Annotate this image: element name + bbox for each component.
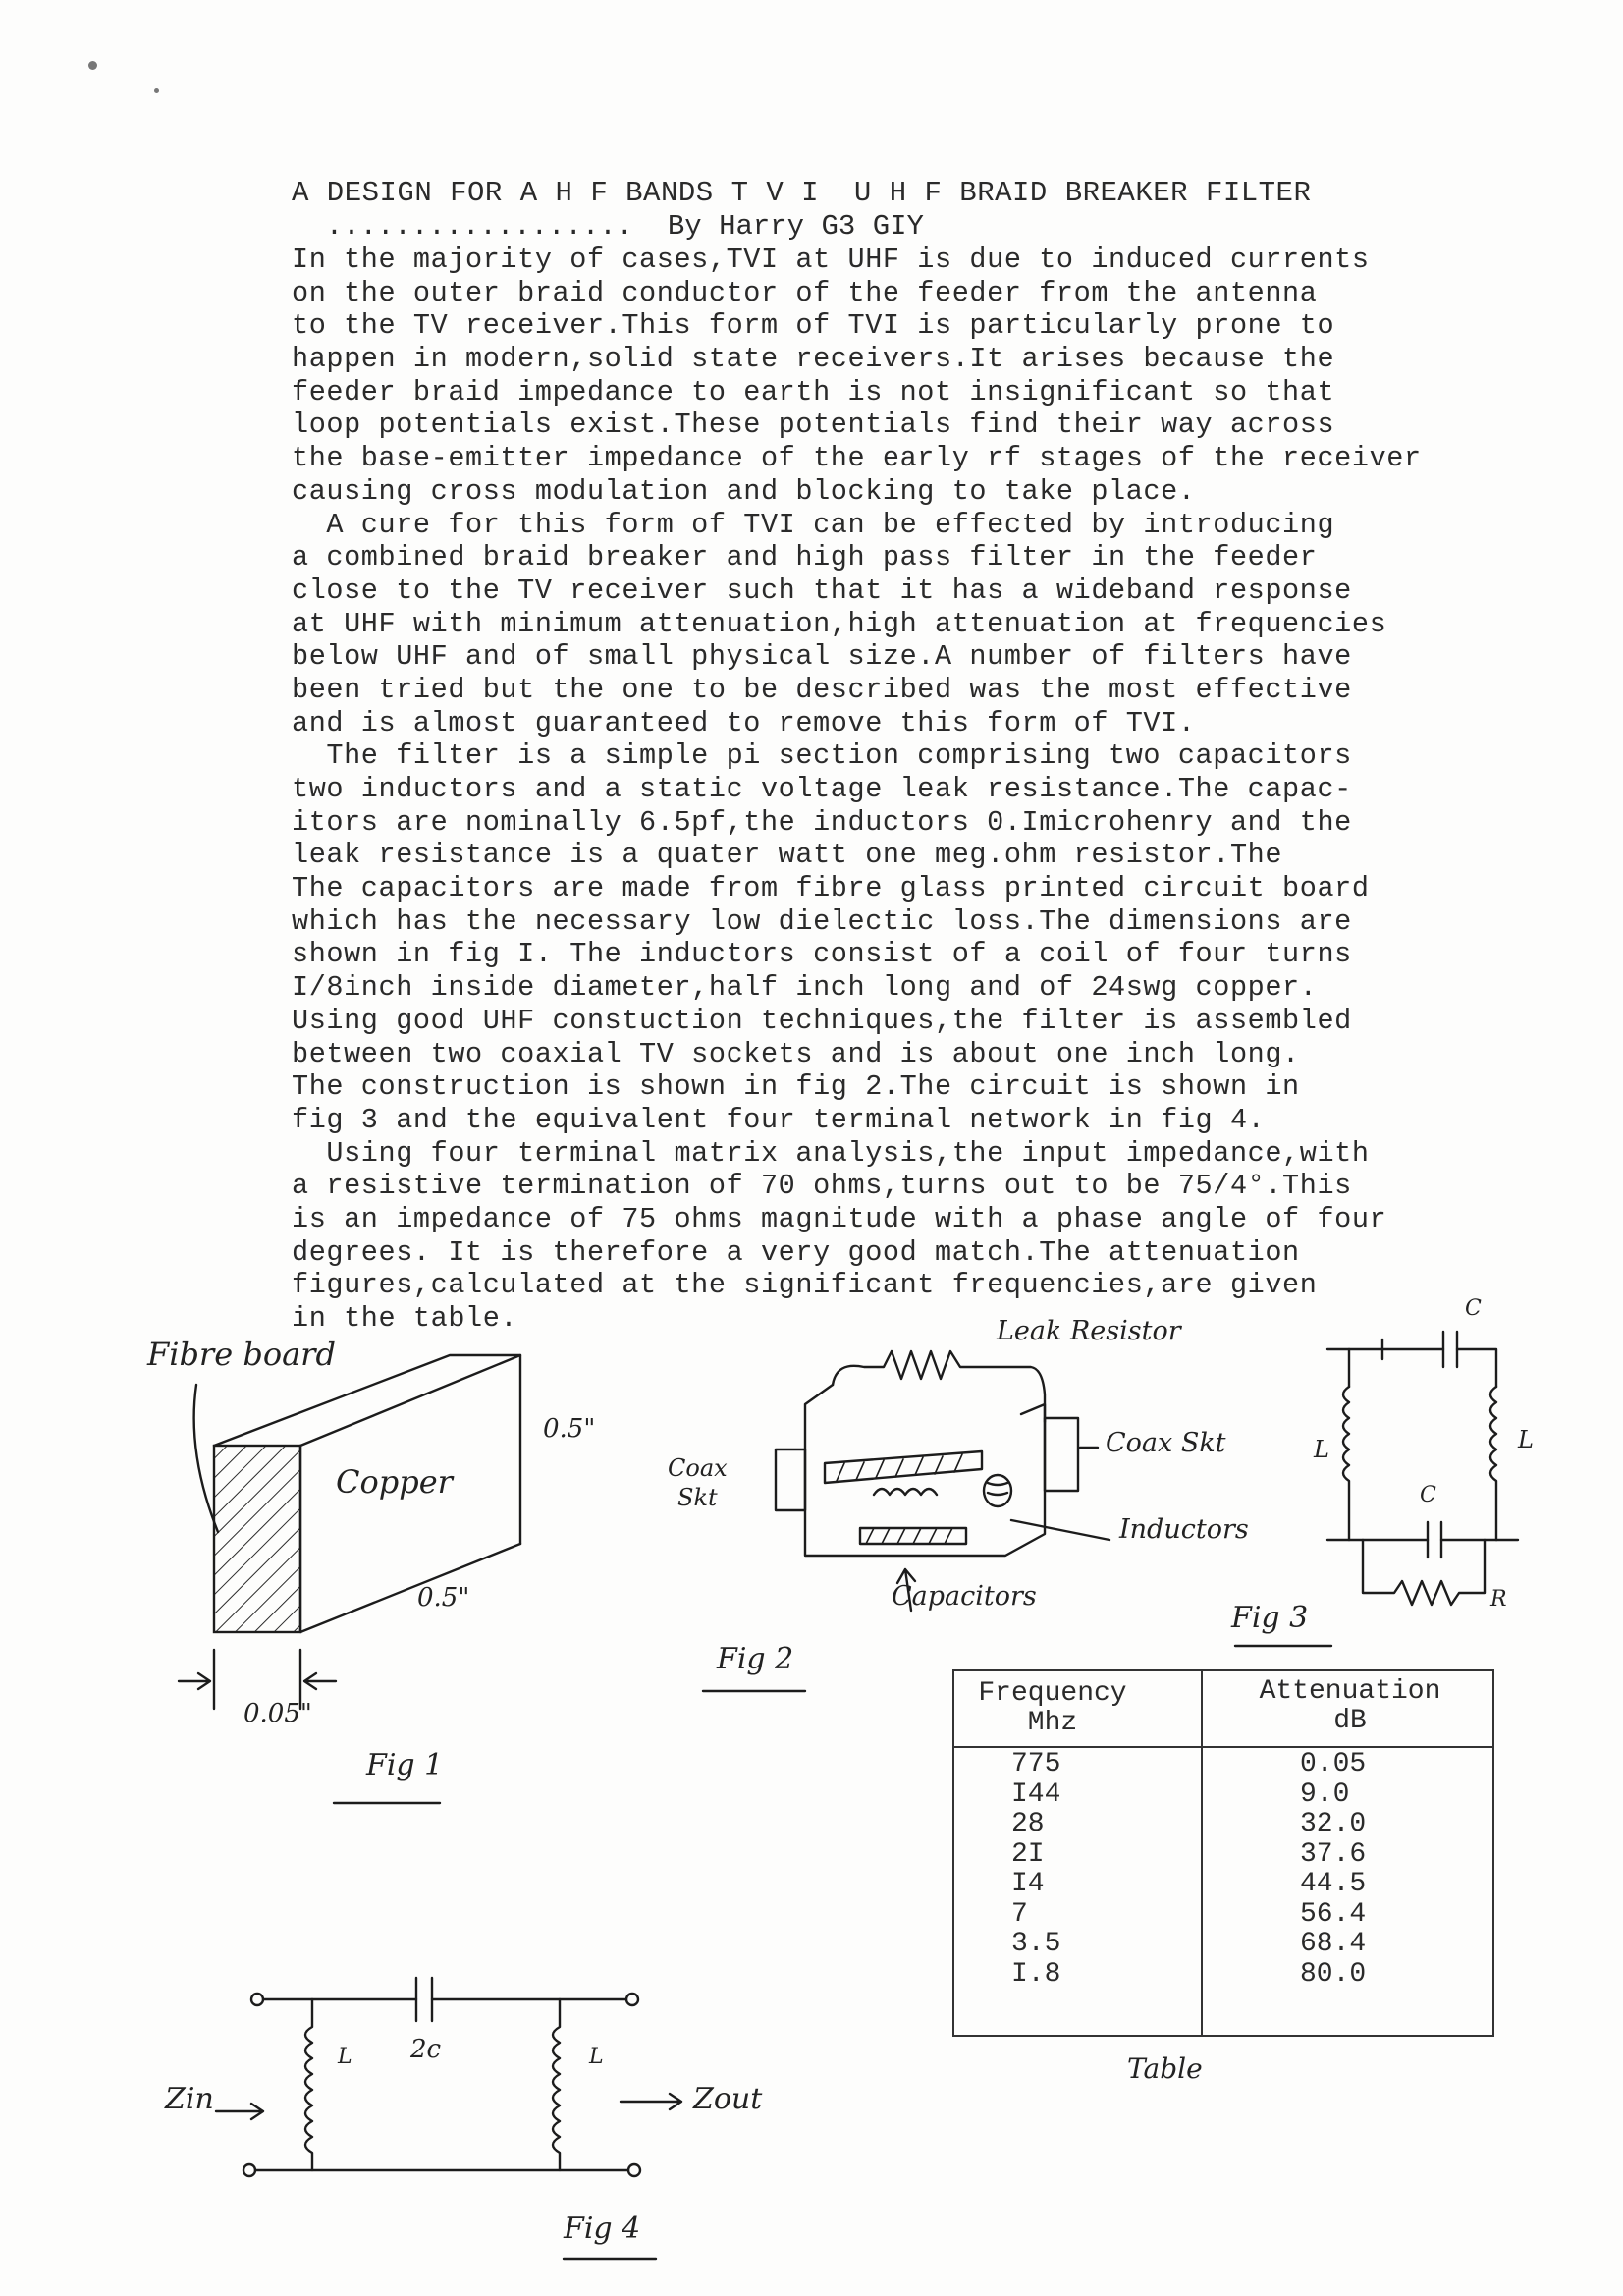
body-line: a combined braid breaker and high pass filter in the feeder	[292, 541, 1318, 574]
fig4-zout-label: Zout	[693, 2082, 763, 2116]
fig3-c-bottom-label: C	[1420, 1483, 1436, 1507]
body-line: between two coaxial TV sockets and is about one inch long.	[292, 1037, 1300, 1070]
body-line: loop potentials exist.These potentials find their way across	[292, 409, 1335, 442]
table-cell-frequency: I44	[1011, 1778, 1061, 1810]
inductor-coil-right-turns	[988, 1483, 1007, 1495]
fig4-zin-arrow	[216, 2104, 263, 2119]
body-line: feeder braid impedance to earth is not insignificant so that	[292, 375, 1335, 409]
thickness-arrow-right	[304, 1673, 336, 1689]
table-cell-frequency: 7	[1011, 1898, 1028, 1930]
table-cell-attenuation: 80.0	[1300, 1958, 1367, 1990]
fig4-cap-label: 2c	[410, 2035, 442, 2064]
fig2-capacitors-label: Capacitors	[892, 1581, 1037, 1612]
table-attenuation-column	[1300, 1750, 1366, 1990]
table-header-divider	[954, 1746, 1492, 1748]
fig3-inductor-left	[1343, 1387, 1349, 1540]
inductor-coil-left	[874, 1489, 937, 1495]
body-line: been tried but the one to be described was the most effective	[292, 673, 1352, 706]
body-line: below UHF and of small physical size.A number of filters have	[292, 640, 1352, 674]
fig1-length-dim: 0.5"	[417, 1583, 470, 1613]
body-line: two inductors and a static voltage leak resistance.The capac-	[292, 773, 1352, 805]
body-line: itors are nominally 6.5pf,the inductors 0.Imicrohenry and the	[292, 805, 1352, 839]
fig3-top-wire	[1349, 1349, 1496, 1387]
body-line: which has the necessary low dielectic loss.The dimensions are	[292, 904, 1352, 938]
fig4-terminal-bottom-right	[628, 2164, 640, 2176]
fig3-l-left-label: L	[1314, 1436, 1329, 1463]
thickness-arrow-left	[179, 1673, 210, 1689]
fig4-zin-label: Zin	[165, 2082, 214, 2116]
body-line: degrees. It is therefore a very good match.The attenuation	[292, 1235, 1300, 1269]
attenuation-table	[952, 1669, 1494, 2037]
internal-board	[825, 1451, 982, 1483]
article-byline: .................. By Harry G3 GIY	[292, 210, 924, 243]
fig3-r-label: R	[1490, 1587, 1507, 1612]
body-line: to the TV receiver.This form of TVI is particularly prone to	[292, 309, 1335, 343]
body-line: shown in fig I. The inductors consist of a coil of four turns	[292, 938, 1352, 971]
table-cell-attenuation: 0.05	[1300, 1749, 1367, 1779]
fig1-copper-label: Copper	[336, 1463, 453, 1501]
body-line: at UHF with minimum attenuation,high attenuation at frequencies	[292, 607, 1387, 640]
scan-speck	[154, 88, 159, 93]
fig1-fibre-board-label: Fibre board	[147, 1336, 336, 1373]
body-line: The filter is a simple pi section comprising two capacitors	[292, 739, 1352, 773]
fig3-caption: Fig 3	[1231, 1601, 1309, 1635]
table-cell-frequency: 775	[1011, 1749, 1061, 1779]
fibre-board-face	[214, 1446, 300, 1632]
fig2-coax-left-label: Coax Skt	[668, 1454, 728, 1511]
body-line: The capacitors are made from fibre glass printed circuit board	[292, 872, 1370, 905]
table-cell-frequency: I4	[1011, 1869, 1045, 1899]
filter-body-outline	[805, 1385, 1045, 1556]
fig4-inductor-left	[305, 1999, 312, 2170]
capacitor-plate	[860, 1528, 966, 1544]
fig2-inductors-label: Inductors	[1119, 1514, 1249, 1545]
body-line: I/8inch inside diameter,half inch long and of 24swg copper.	[292, 971, 1318, 1005]
scan-speck	[88, 61, 97, 70]
inductor-coil-right	[984, 1475, 1011, 1506]
table-cell-attenuation: 56.4	[1300, 1898, 1367, 1930]
internal-board-hatch	[837, 1454, 962, 1481]
table-header-attenuation: Attenuation dB	[1259, 1676, 1441, 1736]
table-cell-frequency: I.8	[1011, 1958, 1061, 1990]
body-line: a resistive termination of 70 ohms,turns out to be 75/4°.This	[292, 1170, 1352, 1203]
fig3-l-right-label: L	[1518, 1426, 1534, 1453]
table-cell-attenuation: 9.0	[1300, 1778, 1350, 1810]
body-line: fig 3 and the equivalent four terminal network in fig 4.	[292, 1103, 1266, 1136]
fig4-terminal-top-right	[626, 1994, 638, 2005]
article-body	[292, 244, 1568, 1336]
body-line: A cure for this form of TVI can be effected by introducing	[292, 508, 1335, 541]
fig1-caption: Fig 1	[366, 1748, 444, 1782]
table-frequency-column	[1011, 1750, 1060, 1990]
table-cell-attenuation: 37.6	[1300, 1838, 1367, 1870]
table-cell-frequency: 2I	[1011, 1838, 1045, 1870]
fig4-l-left-label: L	[338, 2045, 352, 2069]
fig2-coax-right-label: Coax Skt	[1106, 1428, 1226, 1458]
capacitor-plate-hatch	[866, 1528, 952, 1544]
fig4-zout-arrow	[621, 2094, 681, 2109]
body-line: close to the TV receiver such that it has a wideband response	[292, 574, 1352, 607]
fibre-board-pointer	[194, 1385, 218, 1532]
fig4-terminal-bottom-left	[243, 2164, 255, 2176]
table-header-frequency: Frequency Mhz	[978, 1678, 1127, 1738]
body-line: in the table.	[292, 1302, 518, 1335]
body-line: the base-emitter impedance of the early rf stages of the receiver	[292, 442, 1422, 475]
fig4-terminal-top-left	[251, 1994, 263, 2005]
body-line: The construction is shown in fig 2.The circuit is shown in	[292, 1070, 1300, 1104]
inductors-pointer	[1011, 1520, 1109, 1540]
body-line: is an impedance of 75 ohms magnitude with a phase angle of four	[292, 1202, 1387, 1235]
fig3-inductor-right	[1490, 1387, 1496, 1540]
fig1-height-dim: 0.5"	[543, 1414, 596, 1444]
body-line: leak resistance is a quater watt one meg.ohm resistor.The	[292, 839, 1283, 872]
table-cell-attenuation: 68.4	[1300, 1929, 1367, 1959]
fig2-leak-resistor-label: Leak Resistor	[997, 1316, 1181, 1346]
body-line: and is almost guaranteed to remove this form of TVI.	[292, 706, 1196, 739]
fig3-c-top-label: C	[1465, 1296, 1482, 1321]
coax-socket-right	[1045, 1418, 1078, 1491]
table-column-divider	[1201, 1671, 1203, 2035]
body-line: causing cross modulation and blocking to take place.	[292, 474, 1196, 508]
fig4-inductor-right	[553, 1999, 560, 2170]
table-cell-attenuation: 32.0	[1300, 1809, 1367, 1839]
body-line: figures,calculated at the significant frequencies,are given	[292, 1269, 1318, 1302]
coax-socket-left	[776, 1449, 805, 1510]
table-cell-frequency: 3.5	[1011, 1929, 1061, 1959]
fig1-thickness-dim: 0.05"	[243, 1699, 312, 1728]
body-line: Using good UHF constuction techniques,the filter is assembled	[292, 1004, 1352, 1037]
fig2-caption: Fig 2	[717, 1642, 794, 1676]
leak-resistor-symbol	[833, 1351, 1045, 1422]
fig4-l-right-label: L	[589, 2045, 604, 2069]
table-cell-frequency: 28	[1011, 1809, 1045, 1839]
body-line: In the majority of cases,TVI at UHF is due to induced currents	[292, 244, 1370, 276]
body-line: Using four terminal matrix analysis,the input impedance,with	[292, 1136, 1370, 1170]
fig4-caption: Fig 4	[564, 2212, 641, 2246]
fig3-resistor	[1363, 1540, 1485, 1605]
body-line: on the outer braid conductor of the feeder from the antenna	[292, 276, 1318, 309]
table-cell-attenuation: 44.5	[1300, 1869, 1367, 1899]
article-title: A DESIGN FOR A H F BANDS T V I U H F BRAID BREAKER FILTER	[292, 177, 1312, 209]
table-caption: Table	[1127, 2052, 1203, 2085]
body-line: happen in modern,solid state receivers.It arises because the	[292, 343, 1335, 376]
